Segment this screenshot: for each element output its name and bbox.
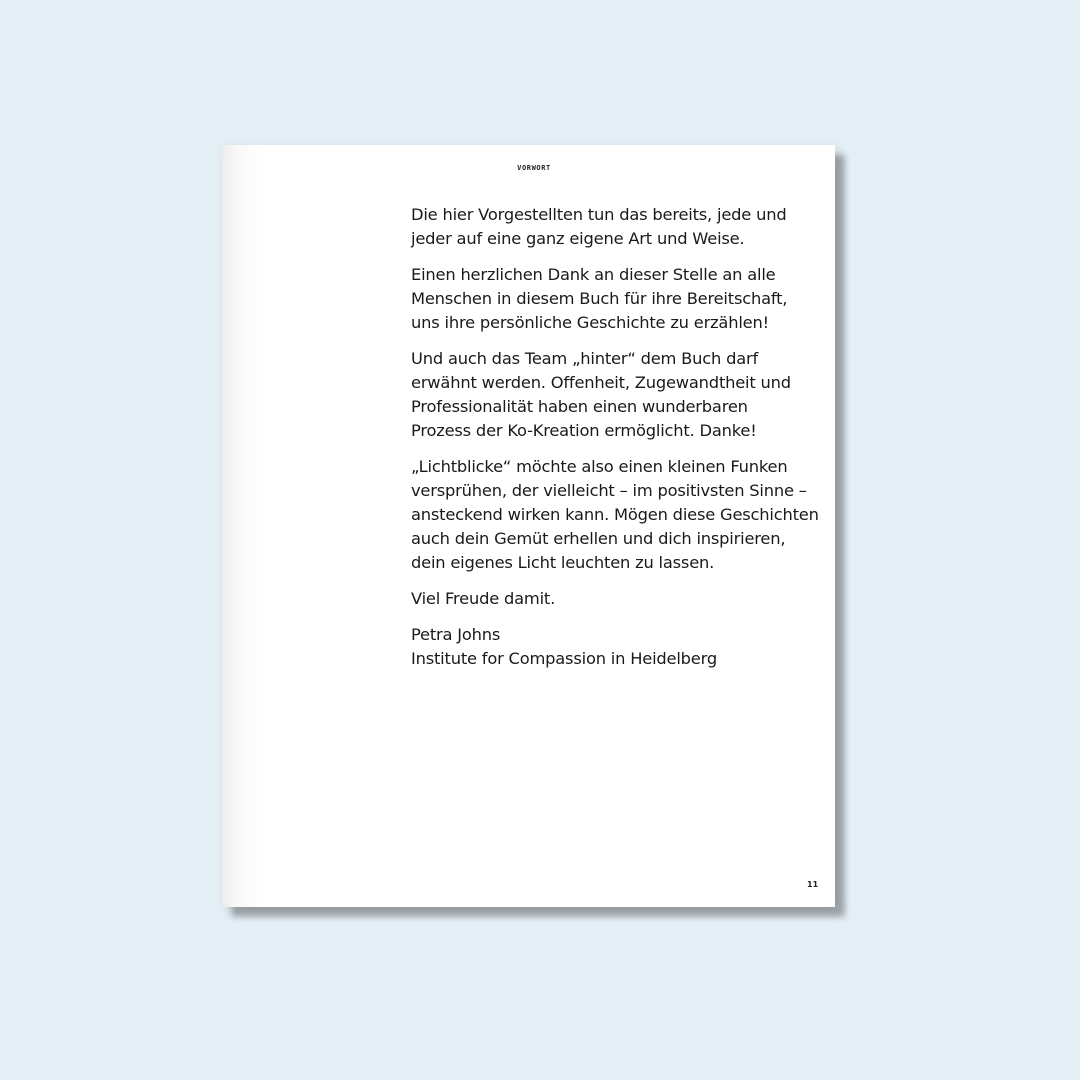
text-line: dein eigenes Licht leuchten zu lassen. [411,553,715,572]
page-number: 11 [807,880,819,889]
text-line: Viel Freude damit. [411,589,556,608]
author-affiliation: Institute for Compassion in Heidelberg [411,649,717,668]
paragraph-3 [411,347,811,443]
text-line: jeder auf eine ganz eigene Art und Weise. [411,229,745,248]
text-line: Einen herzlichen Dank an dieser Stelle an alle [411,265,776,284]
paragraph-5 [411,587,811,611]
signature-block [411,623,811,671]
text-line: uns ihre persönliche Geschichte zu erzählen! [411,313,769,332]
text-line: versprühen, der vielleicht – im positivsten Sinne – [411,481,807,500]
paragraph-4 [411,455,819,575]
text-line: Prozess der Ko-Kreation ermöglicht. Danke! [411,421,757,440]
text-line: Menschen in diesem Buch für ihre Bereitschaft, [411,289,788,308]
text-line: ansteckend wirken kann. Mögen diese Geschichten [411,505,819,524]
text-line: erwähnt werden. Offenheit, Zugewandtheit und [411,373,791,392]
paragraph-2 [411,263,811,335]
text-line: Professionalität haben einen wunderbaren [411,397,748,416]
text-line: Und auch das Team „hinter“ dem Buch darf [411,349,759,368]
book-page [222,145,835,907]
text-line: auch dein Gemüt erhellen und dich inspirieren, [411,529,786,548]
text-line: Die hier Vorgestellten tun das bereits, jede und [411,205,787,224]
paragraph-1 [411,203,811,251]
page-body [411,203,819,683]
text-line: „Lichtblicke“ möchte also einen kleinen Funken [411,457,788,476]
author-name: Petra Johns [411,625,501,644]
running-header: VORWORT [517,164,551,172]
